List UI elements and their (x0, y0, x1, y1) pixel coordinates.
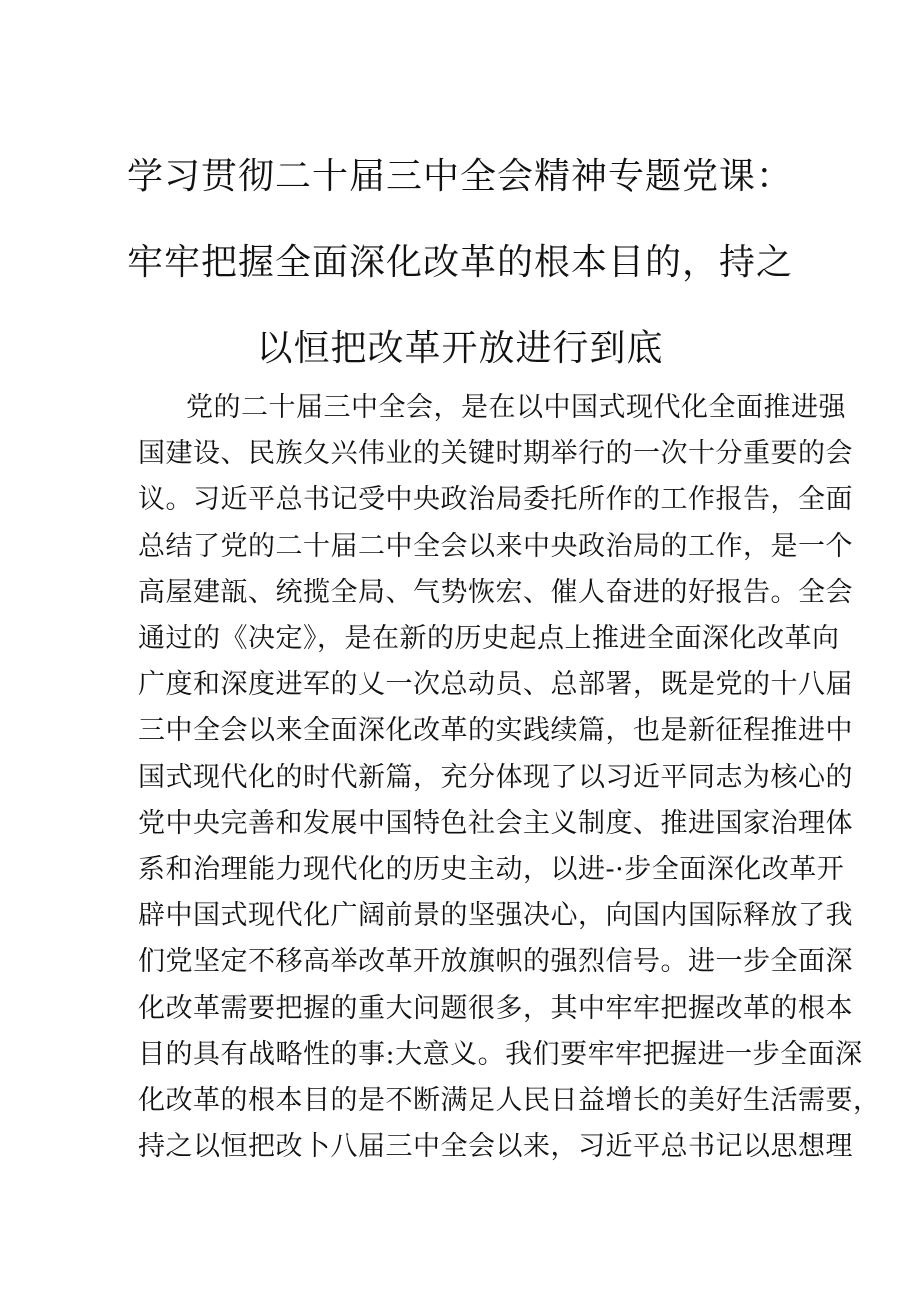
body-line-5: 高屋建瓿、统揽全局、气势恢宏、催人奋进的好报告。全会 (138, 576, 853, 608)
body-line-6: 通过的《决定》，是在新的历史起点上推进全面深化改革向 (138, 623, 840, 655)
body-line-2: 国建设、民族夂兴伟业的关键时期举行的一次十分重要的会 (138, 438, 853, 470)
document-title (120, 134, 800, 392)
title-line-3: 以恒把改革开放进行到底 (256, 328, 664, 369)
body-line-7: 广度和深度进军的乂一次总动员、总部署，既是党的十八届 (138, 669, 853, 701)
body-line-15: 目的具有战略性的事:大意义。我们要牢牢把握进一步全面深 (138, 1038, 863, 1070)
body-line-9: 国式现代化的时代新篇，充分体现了以习近平同志为核心的 (138, 761, 853, 793)
body-line-17: 持之以恒把改卜八届三中全会以来，习近平总书记以思想理 (138, 1131, 853, 1163)
body-line-13: 们党坚定不移高举改革开放旗帜的强烈信号。进一步全面深 (138, 946, 853, 978)
body-line-3: 议。习近平总书记受中央政治局委托所作的工作报告，全面 (138, 484, 853, 516)
body-line-12: 辟中国式现代化广阔前景的坚强决心，向国内国际释放了我 (138, 900, 853, 932)
body-line-14: 化改革需要把握的重大问题很多，其中牢牢把握改革的根本 (138, 992, 853, 1024)
body-paragraph (138, 385, 881, 1170)
body-line-1: 党的二十届三中全会，是在以中国式现代化全面推进强 (186, 392, 846, 423)
body-line-8: 三中全会以来全面深化改革的实践续篇，也是新征程推进中 (138, 715, 853, 747)
body-line-11: 系和治理能力现代化的历史主动，以进-·步全面深化改革开 (138, 854, 845, 886)
body-line-10: 党中央完善和发展中国特色社会主义制度、推进国家治理体 (138, 807, 853, 839)
title-line-2: 牢牢把握全面深化改革的根本目的，持之 (126, 242, 793, 283)
body-line-4: 总结了党的二十届二中全会以来中央政治局的工作，是一个 (138, 530, 853, 562)
title-line-1: 学习贯彻二十届三中全会精神专题党课： (126, 156, 793, 197)
body-line-16: 化改革的根本目的是不断满足人民日益增长的美好生活需要， (138, 1085, 881, 1117)
